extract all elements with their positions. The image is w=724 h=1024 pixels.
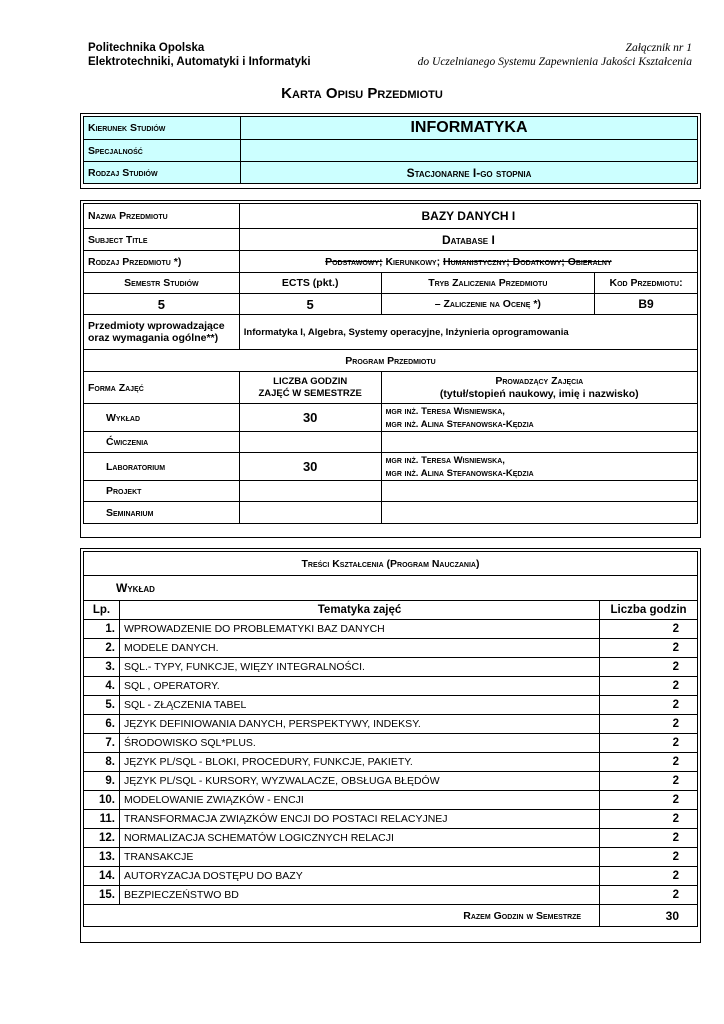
col-topic: Tematyka zajęć xyxy=(119,601,599,620)
semestr-value: 5 xyxy=(84,294,240,315)
program-heading: Program Przedmiotu xyxy=(84,350,698,372)
specjalnosc-value xyxy=(241,140,698,162)
table-row xyxy=(84,753,698,772)
study-table xyxy=(83,116,698,184)
forma-label: Forma Zajęć xyxy=(84,372,240,404)
wymagania-label: Przedmioty wprowadzające oraz wymagania ogólne**) xyxy=(84,315,240,350)
rodzaj-przedmiotu-label: Rodzaj Przedmiotu *) xyxy=(84,251,240,273)
teachers-projekt xyxy=(381,481,697,502)
teachers-seminarium xyxy=(381,502,697,524)
kierunek-label: Kierunek Studiów xyxy=(84,117,241,140)
topic-cell: WPROWADZENIE DO PROBLEMATYKI BAZ DANYCH xyxy=(119,620,599,639)
hours-laboratorium: 30 xyxy=(239,453,381,481)
hours-cell: 2 xyxy=(600,829,698,848)
liczba-godzin-label xyxy=(239,372,381,404)
prowadzacy-title: Prowadzący Zajęcia xyxy=(495,374,584,387)
topic-cell: TRANSAKCJE xyxy=(119,848,599,867)
hours-cell: 2 xyxy=(600,772,698,791)
liczba-godzin-line1: LICZBA GODZIN xyxy=(273,375,348,387)
table-row xyxy=(84,791,698,810)
liczba-godzin-line2: ZAJĘĆ W SEMESTRZE xyxy=(258,387,362,399)
teacher-1: mgr inż. Teresa Wisniewska, xyxy=(385,405,505,417)
hours-wyklad: 30 xyxy=(239,404,381,432)
rodzaj-option-podstawowy: Podstawowy; xyxy=(325,255,383,268)
table-row xyxy=(84,734,698,753)
table-row xyxy=(84,772,698,791)
table-row xyxy=(84,715,698,734)
total-value: 30 xyxy=(600,905,698,927)
nazwa-value: BAZY DANYCH I xyxy=(239,204,697,229)
kod-value: B9 xyxy=(595,294,698,315)
lp-cell: 5. xyxy=(84,696,120,715)
col-hours: Liczba godzin xyxy=(600,601,698,620)
table-row xyxy=(84,829,698,848)
table-row xyxy=(84,696,698,715)
table-row xyxy=(84,848,698,867)
lp-cell: 13. xyxy=(84,848,120,867)
table-row xyxy=(84,810,698,829)
rodzaj-option-others: Humanistyczny; Dodatkowy; Obieralny xyxy=(443,255,612,268)
table-row xyxy=(84,620,698,639)
forma-cwiczenia: Ćwiczenia xyxy=(84,432,240,453)
rodzaj-studiow-value: Stacjonarne I-go stopnia xyxy=(241,162,698,184)
lp-cell: 9. xyxy=(84,772,120,791)
hours-cell: 2 xyxy=(600,620,698,639)
lp-cell: 12. xyxy=(84,829,120,848)
prowadzacy-subtitle: (tytuł/stopień naukowy, imię i nazwisko) xyxy=(439,387,639,400)
hours-cell: 2 xyxy=(600,886,698,905)
subject-title-value: Database I xyxy=(239,229,697,251)
hours-cell: 2 xyxy=(600,848,698,867)
topic-cell: SQL , OPERATORY. xyxy=(119,677,599,696)
lp-cell: 6. xyxy=(84,715,120,734)
lp-cell: 11. xyxy=(84,810,120,829)
lp-cell: 15. xyxy=(84,886,120,905)
lp-cell: 10. xyxy=(84,791,120,810)
tryb-value: – Zaliczenie na Ocenę *) xyxy=(381,294,595,315)
topic-cell: ŚRODOWISKO SQL*PLUS. xyxy=(119,734,599,753)
wymagania-value: Informatyka I, Algebra, Systemy operacyjne, Inżynieria oprogramowania xyxy=(239,315,697,350)
lp-cell: 8. xyxy=(84,753,120,772)
hours-cell: 2 xyxy=(600,734,698,753)
semestr-label: Semestr Studiów xyxy=(84,273,240,294)
table-row xyxy=(84,658,698,677)
forma-seminarium: Seminarium xyxy=(84,502,240,524)
topic-cell: JĘZYK PL/SQL - KURSORY, WYZWALACZE, OBSŁUGA BŁĘDÓW xyxy=(119,772,599,791)
lp-cell: 2. xyxy=(84,639,120,658)
col-lp: Lp. xyxy=(84,601,120,620)
ects-label: ECTS (pkt.) xyxy=(239,273,381,294)
total-label: Razem Godzin w Semestrze xyxy=(84,905,600,927)
table-row xyxy=(84,886,698,905)
faculty-name: Elektrotechniki, Automatyki i Informatyki xyxy=(88,56,311,68)
hours-cell: 2 xyxy=(600,791,698,810)
topic-cell: TRANSFORMACJA ZWIĄZKÓW ENCJI DO POSTACI RELACYJNEJ xyxy=(119,810,599,829)
topic-cell: MODELE DANYCH. xyxy=(119,639,599,658)
ects-value: 5 xyxy=(239,294,381,315)
teacher-2: mgr inż. Alina Stefanowska-Kędzia xyxy=(385,467,534,479)
rodzaj-option-kierunkowy: Kierunkowy; xyxy=(385,255,441,268)
hours-cell: 2 xyxy=(600,658,698,677)
lp-cell: 1. xyxy=(84,620,120,639)
rodzaj-przedmiotu-value xyxy=(239,251,697,273)
nazwa-label: Nazwa Przedmiotu xyxy=(84,204,240,229)
table-row xyxy=(84,867,698,886)
header-right xyxy=(418,41,692,69)
teachers-wyklad xyxy=(381,404,697,432)
topic-cell: BEZPIECZEŃSTWO BD xyxy=(119,886,599,905)
topic-cell: AUTORYZACJA DOSTĘPU DO BAZY xyxy=(119,867,599,886)
forma-laboratorium: Laboratorium xyxy=(84,453,240,481)
hours-cell: 2 xyxy=(600,677,698,696)
prowadzacy-label xyxy=(381,372,697,404)
specjalnosc-label: Specjalność xyxy=(84,140,241,162)
hours-cell: 2 xyxy=(600,639,698,658)
lp-cell: 7. xyxy=(84,734,120,753)
rodzaj-studiow-label: Rodzaj Studiów xyxy=(84,162,241,184)
hours-cwiczenia xyxy=(239,432,381,453)
kierunek-value: INFORMATYKA xyxy=(241,117,698,140)
hours-seminarium xyxy=(239,502,381,524)
hours-cell: 2 xyxy=(600,715,698,734)
tresci-heading: Treści Kształcenia (Program Nauczania) xyxy=(84,552,698,576)
lp-cell: 3. xyxy=(84,658,120,677)
subject-table xyxy=(83,203,698,524)
forma-projekt: Projekt xyxy=(84,481,240,502)
forma-wyklad: Wykład xyxy=(84,404,240,432)
subject-title-label: Subject Title xyxy=(84,229,240,251)
hours-cell: 2 xyxy=(600,867,698,886)
hours-cell: 2 xyxy=(600,810,698,829)
teacher-2: mgr inż. Alina Stefanowska-Kędzia xyxy=(385,418,534,430)
topic-cell: MODELOWANIE ZWIĄZKÓW - ENCJI xyxy=(119,791,599,810)
kod-label: Kod Przedmiotu: xyxy=(595,273,698,294)
university-name: Politechnika Opolska xyxy=(88,42,205,54)
topic-cell: SQL.- TYPY, FUNKCJE, WIĘZY INTEGRALNOŚCI. xyxy=(119,658,599,677)
tryb-label: Tryb Zaliczenia Przedmiotu xyxy=(381,273,595,294)
teacher-1: mgr inż. Teresa Wisniewska, xyxy=(385,454,505,466)
teachers-laboratorium xyxy=(381,453,697,481)
hours-cell: 2 xyxy=(600,753,698,772)
topic-cell: JĘZYK DEFINIOWANIA DANYCH, PERSPEKTYWY, INDEKSY. xyxy=(119,715,599,734)
page-title: Karta Opisu Przedmiotu xyxy=(281,85,443,102)
attachment-label: Załącznik nr 1 xyxy=(625,42,692,54)
tresci-table xyxy=(83,551,698,927)
lp-cell: 4. xyxy=(84,677,120,696)
hours-cell: 2 xyxy=(600,696,698,715)
hours-projekt xyxy=(239,481,381,502)
topic-cell: SQL - ZŁĄCZENIA TABEL xyxy=(119,696,599,715)
topic-cell: JĘZYK PL/SQL - BLOKI, PROCEDURY, FUNKCJE, PAKIETY. xyxy=(119,753,599,772)
header-left xyxy=(88,41,311,69)
lp-cell: 14. xyxy=(84,867,120,886)
topic-cell: NORMALIZACJA SCHEMATÓW LOGICZNYCH RELACJI xyxy=(119,829,599,848)
table-row xyxy=(84,639,698,658)
tresci-section: Wykład xyxy=(84,576,698,601)
teachers-cwiczenia xyxy=(381,432,697,453)
attachment-subtitle: do Uczelnianego Systemu Zapewnienia Jakości Kształcenia xyxy=(417,56,692,68)
table-row xyxy=(84,677,698,696)
